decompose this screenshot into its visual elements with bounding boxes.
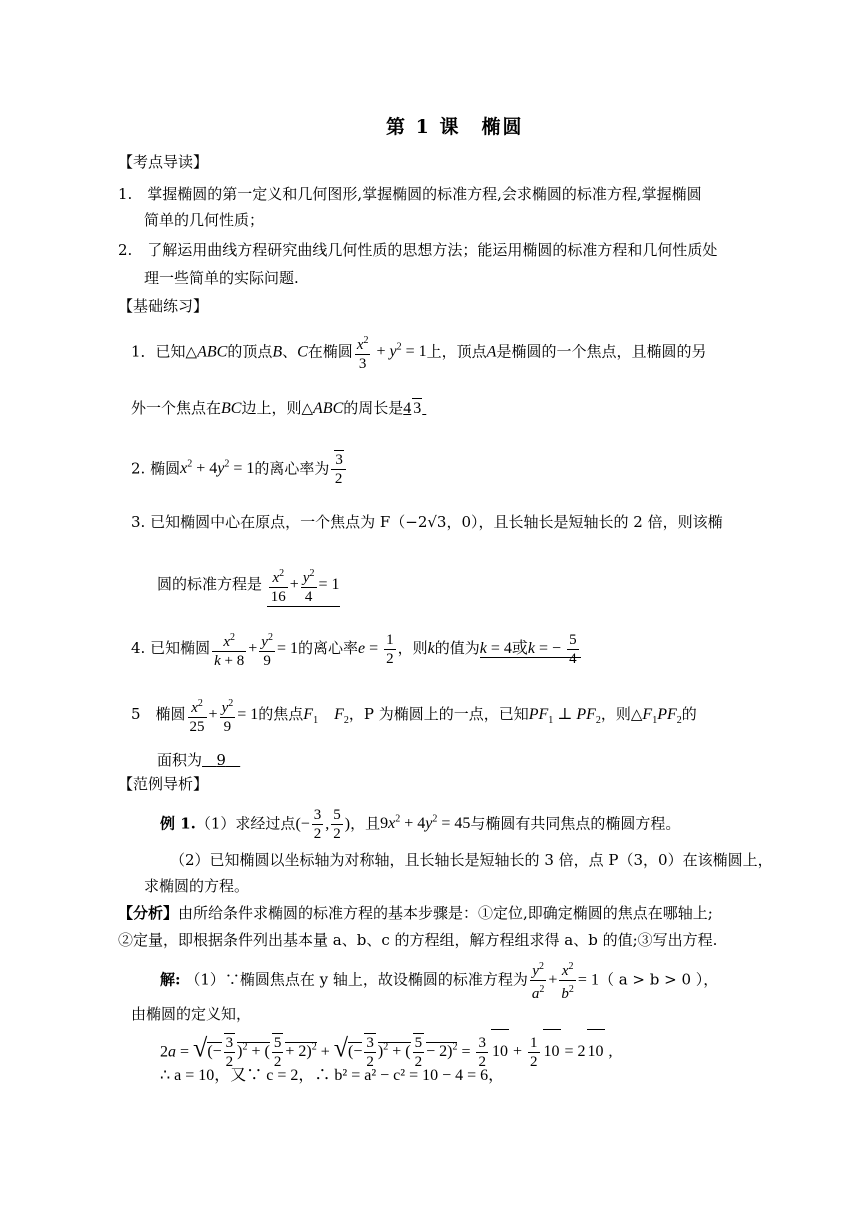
kaodian-item-1-cont: 简单的几何性质； xyxy=(144,211,265,229)
example-1-part-2: （2）已知椭圆以坐标轴为对称轴，且长轴长是短轴长的 3 倍，点 P（3，0）在该椭圆上， xyxy=(170,851,773,869)
fraction-x2-over-3: $\frac{x^2}{3}$ xyxy=(355,332,371,373)
kaodian-item-1: 1. 掌握椭圆的第一定义和几何图形,掌握椭圆的标准方程,会求椭圆的标准方程,掌握椭圆 xyxy=(118,185,702,203)
question-3-answer: $\frac{x^2}{16}$ + $\frac{y^2}{4}$ = 1 xyxy=(267,564,340,607)
question-2-answer: $\frac{3}{2}$ xyxy=(331,450,346,488)
section-heading-fanli: 【范例导析】 xyxy=(118,775,209,793)
example-1-part-1: 例 1.（1）求经过点(− $\frac{3}{2}$ , $\frac{5}{2}$ )，且$9x^2 + 4y^2 = 45$与椭圆有共同焦点的椭圆方程。 xyxy=(160,806,681,842)
section-heading-jichu: 【基础练习】 xyxy=(118,297,209,315)
example-1-part-2-cont: 求椭圆的方程。 xyxy=(144,877,250,895)
question-1-line-2: 外一个焦点在BC边上，则△ABC的周长是4 3 xyxy=(131,398,426,419)
question-1-line-1: 1．已知△ABC的顶点B、C在椭圆 $\frac{x^2}{3}$ + $y^2 = 1$上，顶点A是椭圆的一个焦点，且椭圆的另 xyxy=(131,330,706,373)
analysis-line-2: ②定量，即根据条件列出基本量 a、b、c 的方程组，解方程组求得 a、b 的值;③写出方程. xyxy=(118,931,718,949)
question-5-line-2: 面积为 9 xyxy=(157,750,240,770)
question-3-line-1: 3. 已知椭圆中心在原点，一个焦点为 F（−2√3，0），且长轴长是短轴长的 2 倍，则该椭 xyxy=(131,513,723,531)
question-5-line-1: 5 椭圆 $\frac{x^2}{25}$ + $\frac{y^2}{9}$ = 1的焦点$F_1$ $F_2$，P 为椭圆上的一点，已知$PF_1$ ⊥ $PF_2$，则$\triangle F_1PF_2$的 xyxy=(131,692,697,743)
kaodian-item-2-cont: 理一些简单的实际问题. xyxy=(144,269,299,287)
question-4-answer: k = 4或k = − $\frac{5}{4}$ xyxy=(480,640,581,658)
question-1-answer: 4 3 xyxy=(403,400,422,417)
question-3-line-2: 圆的标准方程是 $\frac{x^2}{16}$ + $\frac{y^2}{4}$ = 1 xyxy=(157,564,340,607)
question-5-answer: 9 xyxy=(216,751,226,769)
analysis-line-1: 【分析】由所给条件求椭圆的标准方程的基本步骤是：①定位,即确定椭圆的焦点在哪轴上; xyxy=(118,904,713,922)
solution-equation-2a: 2a = √(− $\frac{3}{2}$ )$^2$ + ( $\frac{5}{2}$ + 2)$^2$ + √(− $\frac{3}{2}$ )$^2$ + ( $\frac{5}{2}$ − 2)$^2$ = $\frac{3}{2}$ 10 + $\frac{1}{2}$ 10 = 2 10 , xyxy=(160,1026,613,1074)
section-heading-kaodian: 【考点导读】 xyxy=(118,153,209,171)
solution-line-1: 解: （1）∵椭圆焦点在 y 轴上，故设椭圆的标准方程为 $\frac{y^2}{a^2}$ + $\frac{x^2}{b^2}$ = 1（ a > b > 0 ）， xyxy=(160,958,718,1003)
solution-line-2: 由椭圆的定义知， xyxy=(131,1005,252,1023)
solution-line-4: ∴ a = 10，又∵ c = 2，∴ b² = a² − c² = 10 − 4 = 6， xyxy=(160,1067,505,1084)
question-4: 4. 已知椭圆 $\frac{x^2}{k + 8}$ + $\frac{y^2}{9}$ = 1的离心率e = $\frac{1}{2}$ ，则k的值为k = 4或k = − $\frac{5}{4}$ xyxy=(131,626,581,671)
page-title: 第 1 课 椭圆 xyxy=(386,116,524,138)
kaodian-item-2: 2. 了解运用曲线方程研究曲线几何性质的思想方法；能运用椭圆的标准方程和几何性质处 xyxy=(118,241,718,259)
question-2: 2. 椭圆$x^2 + 4y^2 = 1$的离心率为 $\frac{3}{2}$ xyxy=(131,445,348,489)
